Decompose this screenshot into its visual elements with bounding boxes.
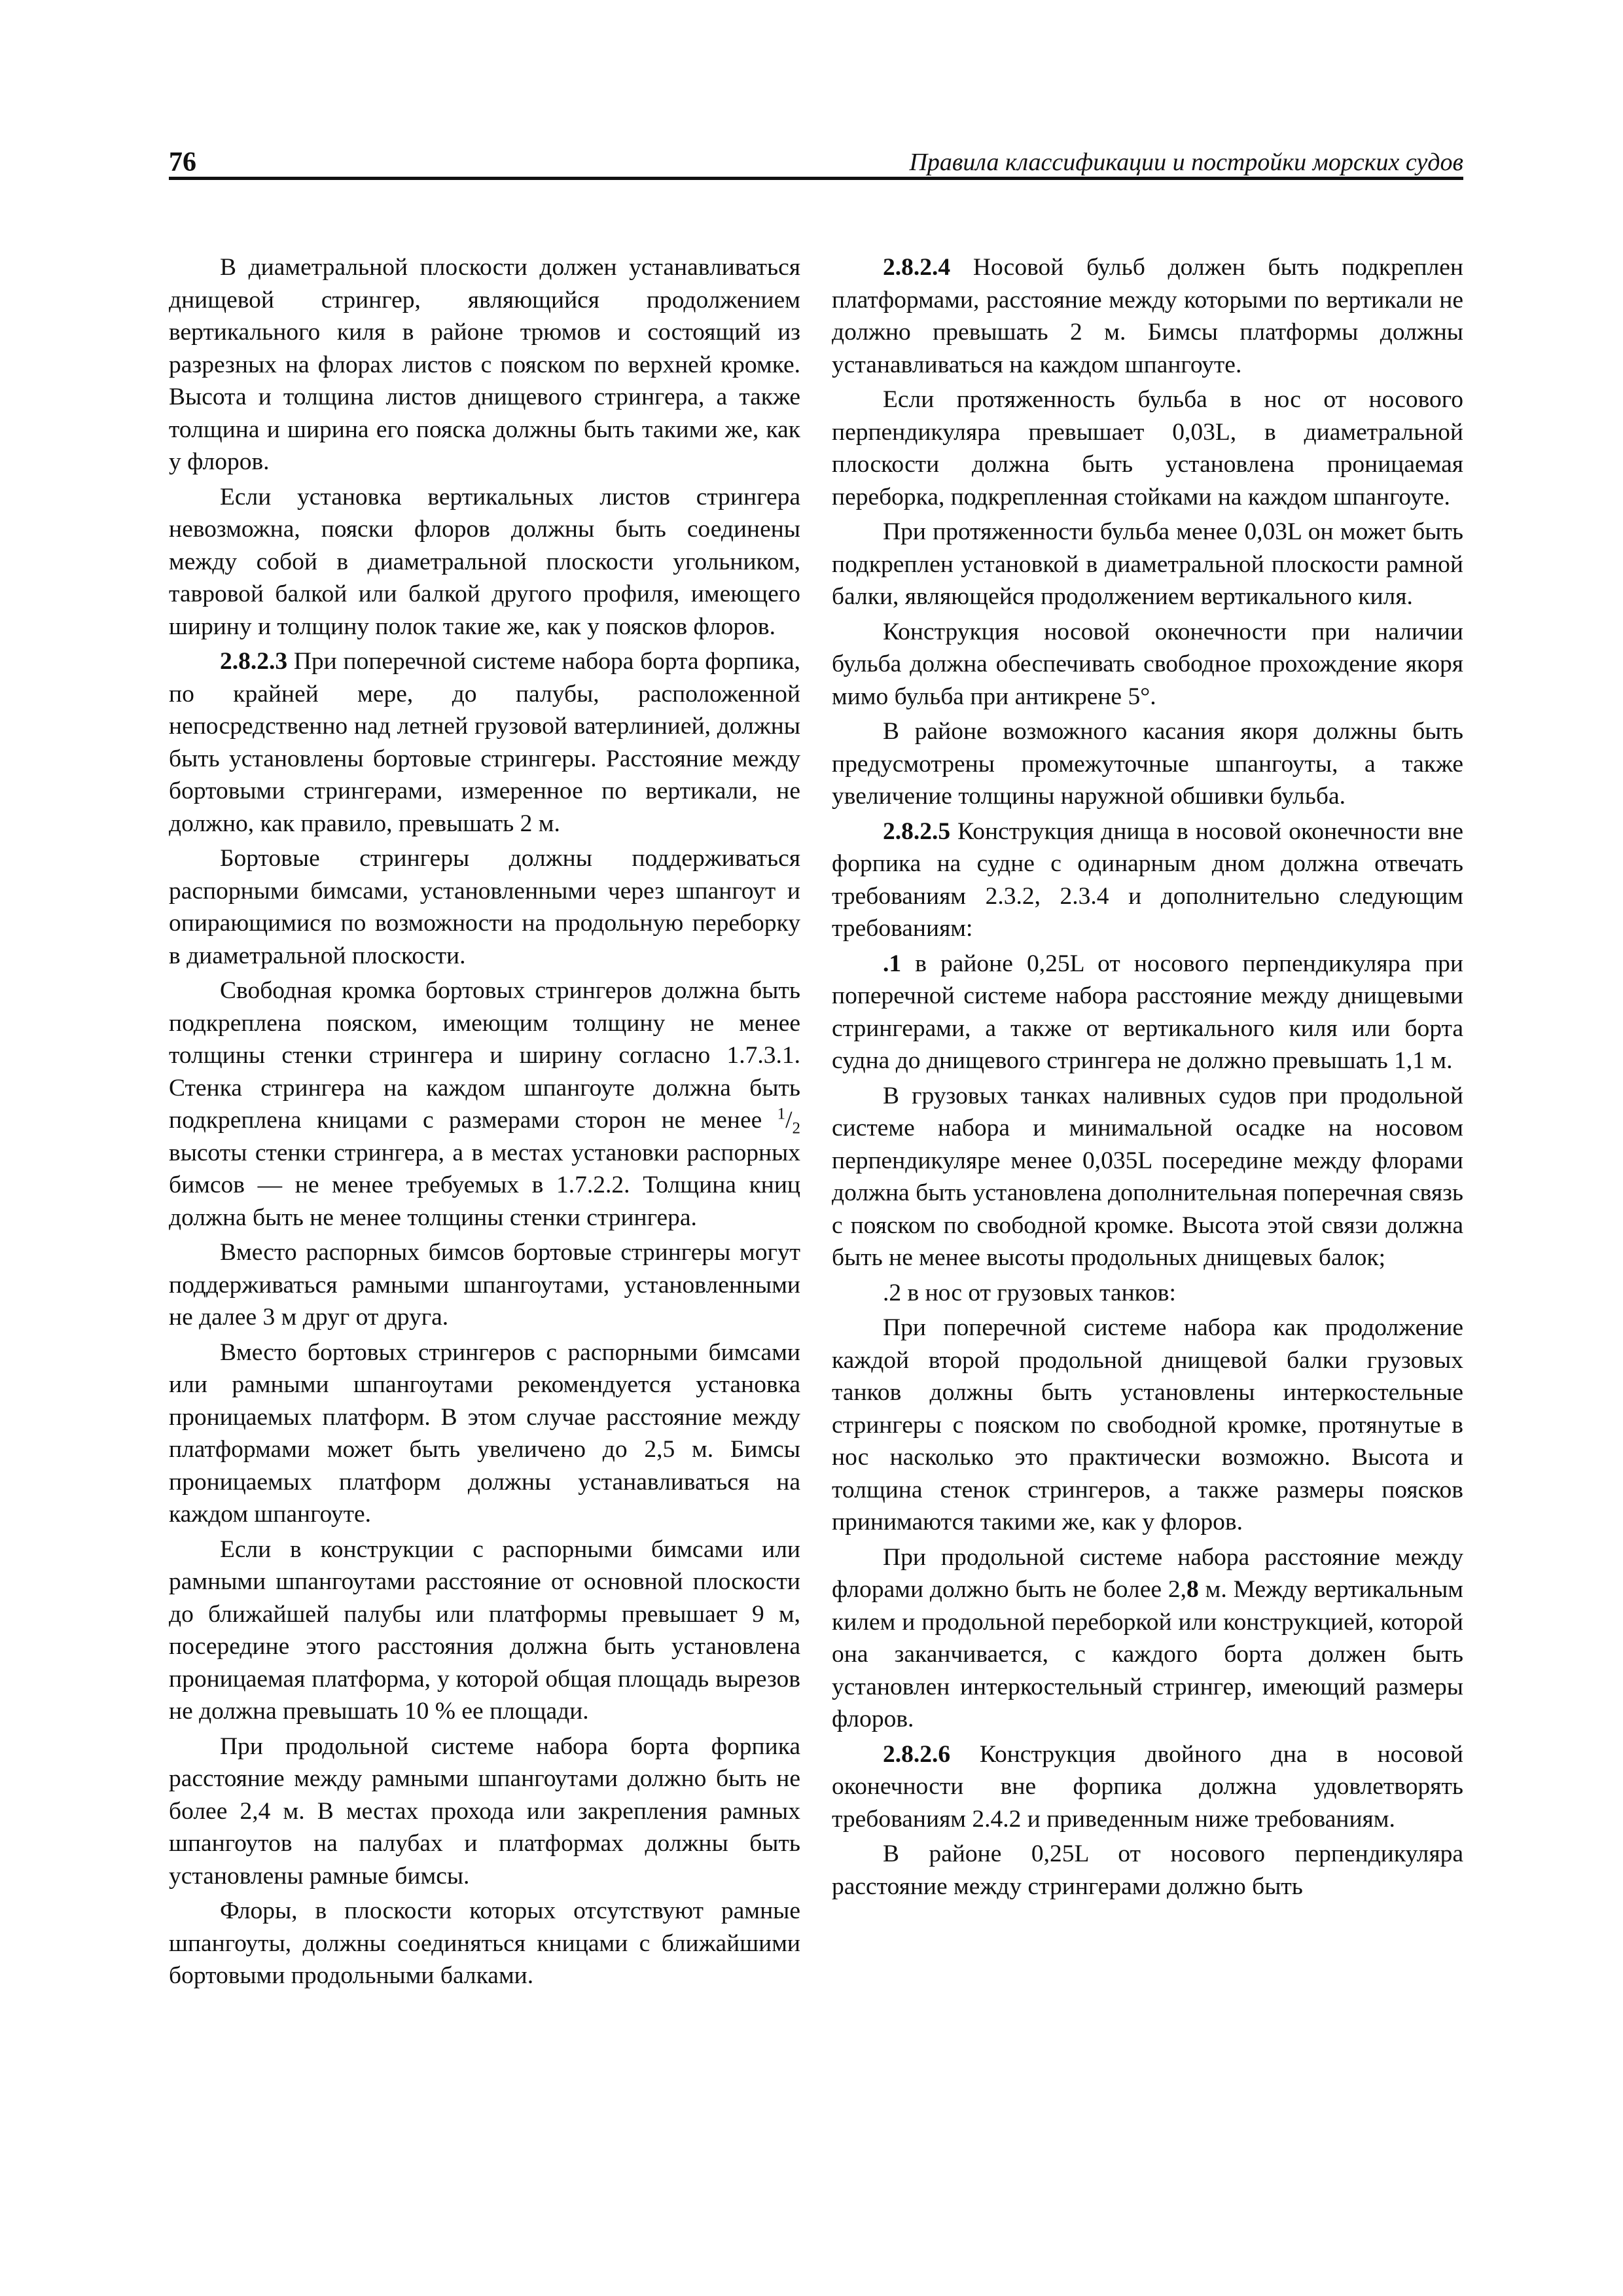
- paragraph: В районе 0,25L от носового перпендикуляра расстояние между стрингерами должно быть: [832, 1840, 1463, 1900]
- paragraph: При продольной системе набора расстояние между флорами должно быть не более 2,8 м. Между вертикальным килем и продольной переборкой или конструкцией, которой она заканчивается, с каждого борта должен быть установлен интеркостельный стрингер, имеющий размеры флоров.: [832, 1543, 1463, 1732]
- running-title: Правила классификации и постройки морских судов: [909, 149, 1463, 176]
- paragraph: Если в конструкции с распорными бимсами или рамными шпангоутами расстояние от основной плоскости до ближайшей палубы или платформы превышает 9 м, посередине этого расстояния должна быть установлена проницаемая платформа, у которой общая площадь вырезов не должна превышать 10 % ее площади.: [169, 1535, 800, 1725]
- clause-number: 2.8.2.3: [220, 648, 288, 675]
- paragraph: Вместо бортовых стрингеров с распорными бимсами или рамными шпангоутами рекомендуется установка проницаемых платформ. В этом случае расстояние между платформами может быть увеличено до 2,5 м. Бимсы проницаемых платформ должны устанавливаться на каждом шпангоуте.: [169, 1338, 800, 1528]
- paragraph: Если протяженность бульба в нос от носового перпендикуляра превышает 0,03L, в диаметральной плоскости должна быть установлена проницаемая переборка, подкрепленная стойками на каждом шпангоуте.: [832, 386, 1463, 511]
- paragraph: .2 в нос от грузовых танков:: [883, 1279, 1176, 1306]
- paragraph: Вместо распорных бимсов бортовые стрингеры могут поддерживаться рамными шпангоутами, установленными не далее 3 м друг от друга.: [169, 1239, 800, 1331]
- paragraph: При продольной системе набора борта форпика расстояние между рамными шпангоутами должно быть не более 2,4 м. В местах прохода или закрепления рамных шпангоутов на палубах и платформах должны быть установлены рамные бимсы.: [169, 1732, 800, 1890]
- paragraph: 2.8.2.5 Конструкция днища в носовой оконечности вне форпика на судне с одинарным дном должна отвечать требованиям 2.3.2, 2.3.4 и дополнительно следующим требованиям:: [832, 817, 1463, 942]
- paragraph: Если установка вертикальных листов стрингера невозможна, пояски флоров должны быть соединены между собой в диаметральной плоскости угольником, тавровой балкой или балкой другого профиля, имеющего ширину и толщину полок такие же, как у поясков флоров.: [169, 483, 800, 640]
- paragraph: 2.8.2.3 При поперечной системе набора борта форпика, по крайней мере, до палубы, расположенной непосредственно над летней грузовой ватерлинией, должны быть установлены бортовые стрингеры. Расстояние между бортовыми стрингерами, измеренное по вертикали, не должно, как правило, превышать 2 м.: [169, 648, 800, 837]
- fraction-denominator: 2: [792, 1119, 800, 1138]
- fraction-numerator: 1: [777, 1105, 786, 1123]
- page-number: 76: [169, 147, 196, 177]
- page-header: [169, 140, 1463, 179]
- paragraph: 2.8.2.6 Конструкция двойного дна в носовой оконечности вне форпика должна удовлетворять требованиям 2.4.2 и приведенным ниже требованиям.: [832, 1740, 1463, 1833]
- paragraph: Конструкция носовой оконечности при наличии бульба должна обеспечивать свободное прохождение якоря мимо бульба при антикрене 5°.: [832, 618, 1463, 710]
- paragraph: .1 в районе 0,25L от носового перпендикуляра при поперечной системе набора расстояние между днищевыми стрингерами, а также от вертикального киля или борта судна до днищевого стрингера не должно превышать 1,1 м.: [832, 950, 1463, 1074]
- item-number: .1: [883, 950, 902, 977]
- paragraph: В грузовых танках наливных судов при продольной системе набора и минимальной осадке на носовом перпендикуляре менее 0,035L посередине между флорами должна быть установлена дополнительная поперечная связь с пояском по свободной кромке. Высота этой связи должна быть не менее высоты продольных днищевых балок;: [832, 1082, 1463, 1271]
- clause-number: 2.8.2.6: [883, 1740, 951, 1768]
- paragraph: При поперечной системе набора как продолжение каждой второй продольной днищевой балки грузовых танков должны быть установлены интеркостельные стрингеры с пояском по свободной кромке, протянутые в нос насколько это практически возможно. Высота и толщина стенок стрингеров, а также размеры поясков принимаются такими же, как у флоров.: [832, 1314, 1463, 1535]
- paragraph: Бортовые стрингеры должны поддерживаться распорными бимсами, установленными через шпангоут и опирающимися по возможности на продольную переборку в диаметральной плоскости.: [169, 845, 800, 969]
- bold-digit: 8: [1186, 1576, 1199, 1603]
- left-column: [169, 251, 800, 1995]
- paragraph: В районе возможного касания якоря должны быть предусмотрены промежуточные шпангоуты, а также увеличение толщины наружной обшивки бульба.: [832, 718, 1463, 810]
- paragraph: При протяженности бульба менее 0,03L он может быть подкреплен установкой в диаметральной плоскости рамной балки, являющейся продолжением вертикального киля.: [832, 518, 1463, 610]
- paragraph: Флоры, в плоскости которых отсутствуют рамные шпангоуты, должны соединяться кницами с ближайшими бортовыми продольными балками.: [169, 1897, 800, 1989]
- paragraph: Свободная кромка бортовых стрингеров должна быть подкреплена пояском, имеющим толщину не менее толщины стенки стрингера и ширину согласно 1.7.3.1. Стенка стрингера на каждом шпангоуте должна быть подкреплена кницами с размерами сторон не менее $^1/_2$ высоты стенки стрингера, а в местах установки распорных бимсов — не менее требуемых в 1.7.2.2. Толщина книц должна быть не менее толщины стенки стрингера.: [169, 977, 800, 1231]
- paragraph: 2.8.2.4 Носовой бульб должен быть подкреплен платформами, расстояние между которыми по вертикали не должно превышать 2 м. Бимсы платформы должны устанавливаться на каждом шпангоуте.: [832, 254, 1463, 378]
- paragraph: В диаметральной плоскости должен устанавливаться днищевой стрингер, являющийся продолжением вертикального киля в районе трюмов и состоящий из разрезных на флорах листов с пояском по верхней кромке. Высота и толщина листов днищевого стрингера, а также толщина и ширина его пояска должны быть такими же, как у флоров.: [169, 254, 800, 475]
- header-rule: [169, 177, 1463, 180]
- clause-number: 2.8.2.5: [883, 817, 951, 845]
- clause-number: 2.8.2.4: [883, 254, 951, 281]
- right-column: [832, 251, 1463, 1905]
